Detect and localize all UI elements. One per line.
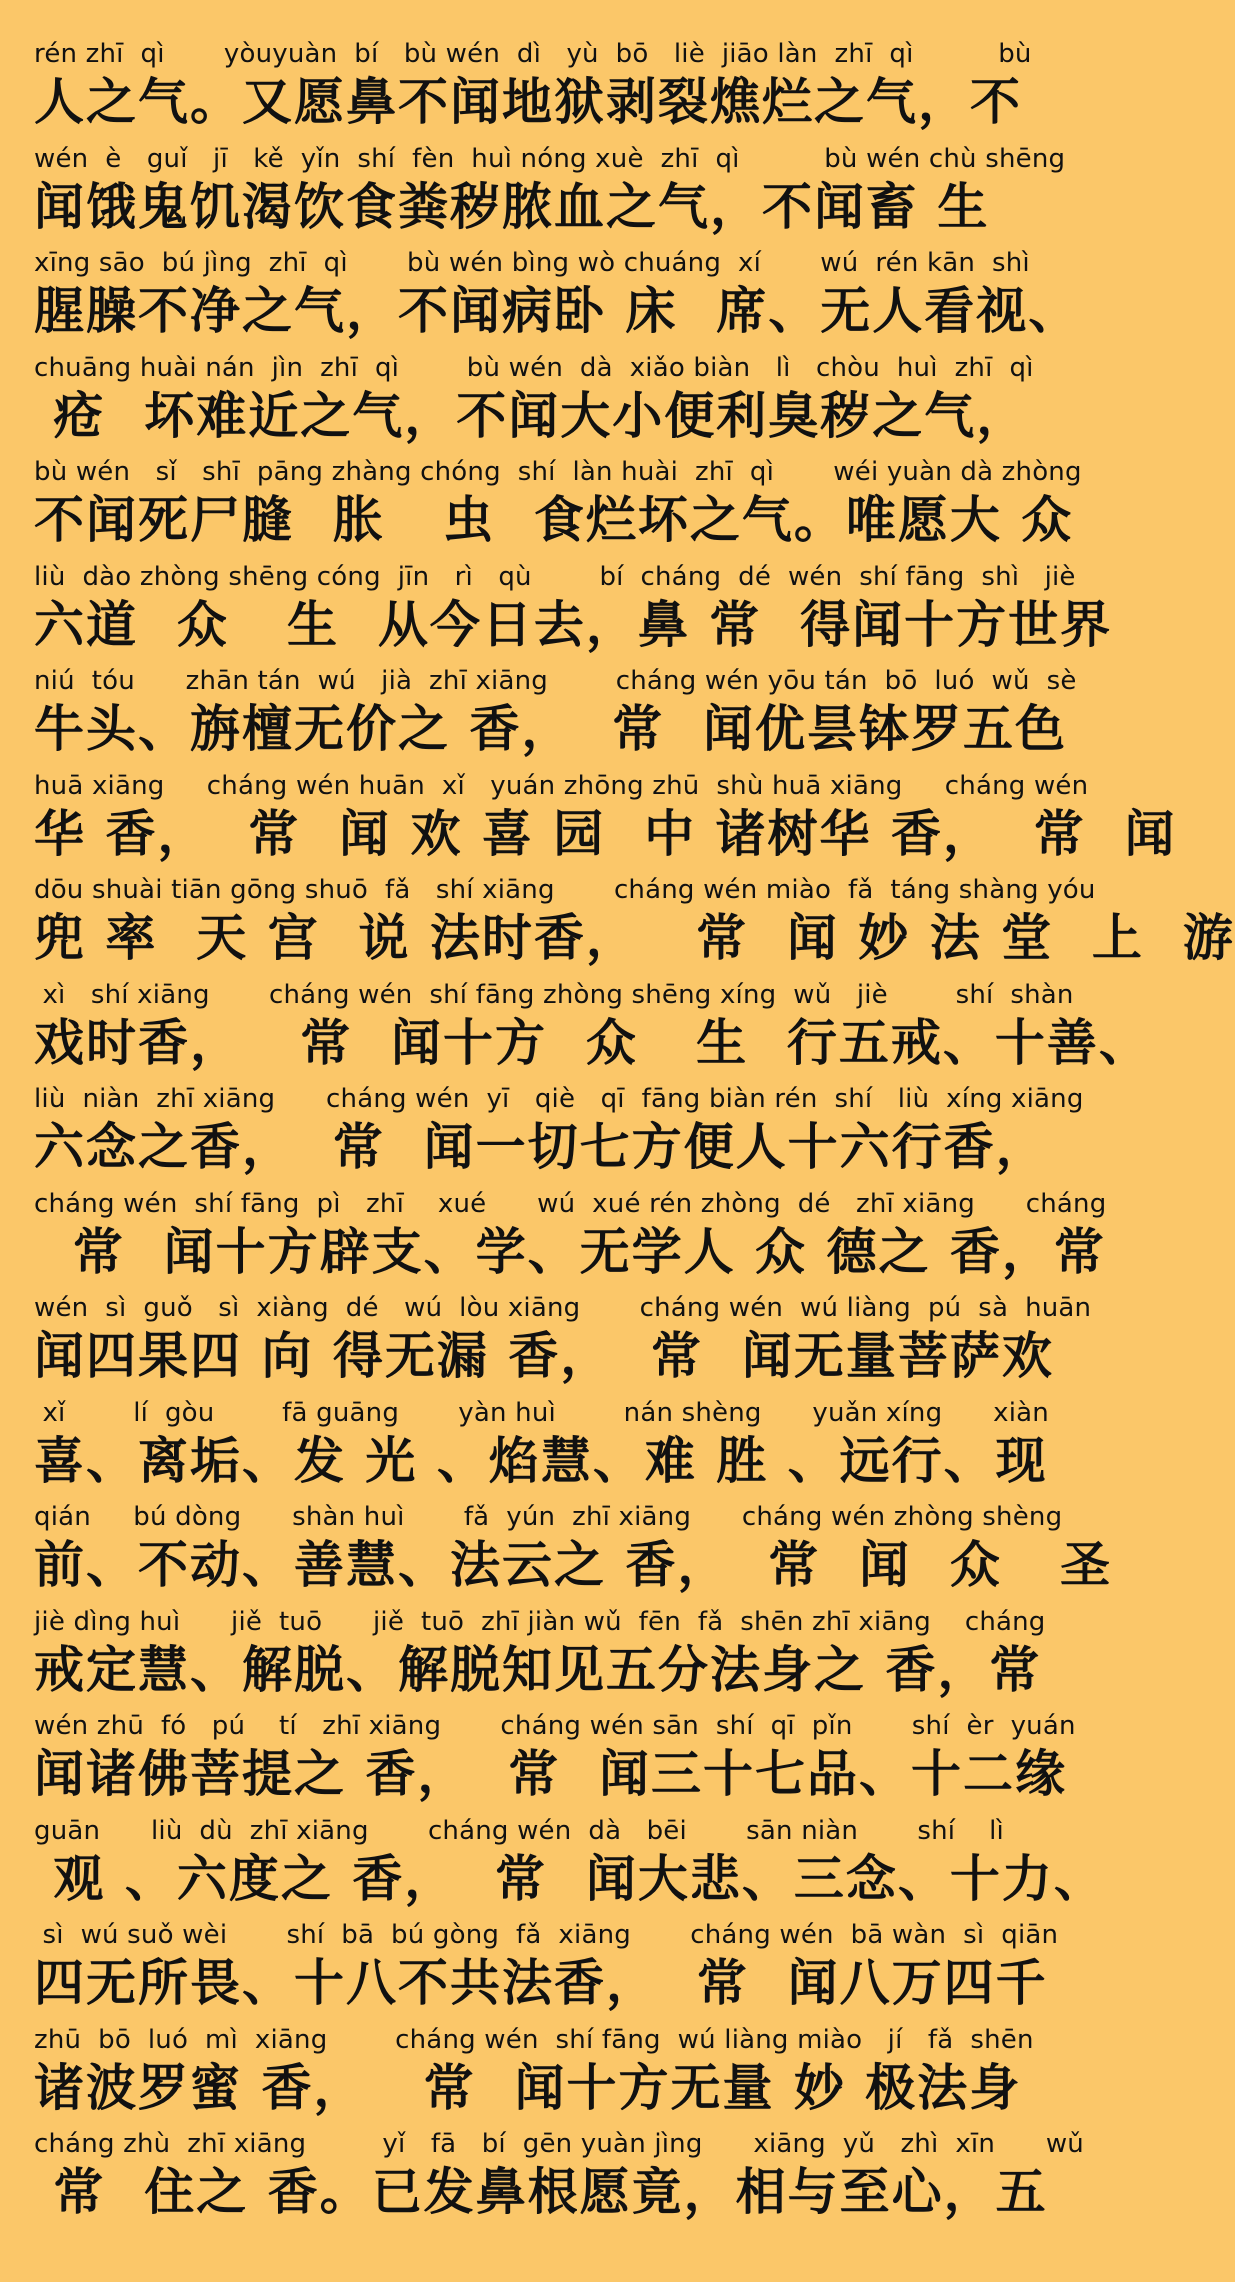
text-line <box>34 352 1046 457</box>
text-line <box>34 1606 1046 1711</box>
hanzi-line: 不闻死尸膖 胀 虫 食烂坏之气。唯愿大 众 <box>34 491 1074 549</box>
hanzi-line: 诸波罗蜜 香， 常 闻十方无量 妙 极法身 <box>34 2058 1022 2117</box>
text-line <box>34 1188 1107 1293</box>
pinyin-line: guān liù dù zhī xiāng cháng wén dà bēi sān niàn shí lì <box>34 1815 1004 1846</box>
hanzi-line: 闻四果四 向 得无漏 香， 常 闻无量菩萨欢 <box>34 1327 1054 1385</box>
pinyin-line: cháng zhù zhī xiāng yǐ fā bí gēn yuàn jìng xiāng yǔ zhì xīn wǔ <box>34 2129 1084 2159</box>
text-line <box>34 1919 1059 2024</box>
pinyin-line: rén zhī qì yòuyuàn bí bù wén dì yù bō liè jiāo làn zhī qì bù <box>34 39 1032 69</box>
pinyin-line: sì wú suǒ wèi shí bā bú gòng fǎ xiāng cháng wén bā wàn sì qiān <box>34 1920 1059 1950</box>
hanzi-line: 喜、离垢、发 光 、焰慧、难 胜 、远行、现 <box>34 1431 1048 1490</box>
hanzi-line: 华 香， 常 闻 欢 喜 园 中 诸树华 香， 常 闻 <box>34 804 1177 863</box>
text-line <box>34 1292 1092 1397</box>
pinyin-line: qián bú dòng shàn huì fǎ yún zhī xiāng cháng wén zhòng shèng <box>34 1502 1063 1532</box>
pinyin-line: xīng sāo bú jìng zhī qì bù wén bìng wò chuáng xí wú rén kān shì <box>34 248 1030 278</box>
pinyin-line: xǐ lí gòu fā guāng yàn huì nán shèng yuǎn xíng xiàn <box>34 1397 1049 1428</box>
pinyin-line: wén è guǐ jī kě yǐn shí fèn huì nóng xuè zhī qì bù wén chù shēng <box>34 143 1066 174</box>
text-line <box>34 770 1177 875</box>
text-line <box>34 247 1081 352</box>
pinyin-line: chuāng huài nán jìn zhī qì bù wén dà xiǎo biàn lì chòu huì zhī qì <box>34 352 1034 383</box>
hanzi-line: 戒定慧、解脱、解脱知见五分法身之 香，常 <box>34 1640 1042 1699</box>
pinyin-line: xì shí xiāng cháng wén shí fāng zhòng shēng xíng wǔ jiè shí shàn <box>34 979 1074 1010</box>
text-line <box>34 1083 1084 1188</box>
text-line <box>34 665 1077 770</box>
pinyin-line: liù dào zhòng shēng cóng jīn rì qù bí cháng dé wén shí fāng shì jiè <box>34 561 1076 592</box>
hanzi-line: 腥臊不净之气，不闻病卧 床 席、无人看视、 <box>34 282 1081 340</box>
text-line <box>34 2024 1046 2129</box>
hanzi-line: 戏时香， 常 闻十方 众 生 行五戒、十善、 <box>34 1013 1151 1072</box>
hanzi-line: 常 住之 香。已发鼻根愿竟，相与至心，五 <box>34 2163 1048 2221</box>
hanzi-line: 六道 众 生 从今日去，鼻 常 得闻十方世界 <box>34 595 1113 654</box>
hanzi-line: 牛头、旃檀无价之 香， 常 闻优昙钵罗五色 <box>34 700 1068 758</box>
pinyin-line: bù wén sǐ shī pāng zhàng chóng shí làn huài zhī qì wéi yuàn dà zhòng <box>34 457 1082 487</box>
hanzi-line: 人之气。又愿鼻不闻地狱剥裂燋烂之气，不 <box>34 73 1022 131</box>
text-line <box>34 979 1151 1084</box>
text-line <box>34 1815 1106 1920</box>
text-line <box>34 874 1235 979</box>
text-line <box>34 1397 1049 1502</box>
hanzi-line: 兜 率 天 宫 说 法时香， 常 闻 妙 法 堂 上 游 <box>34 909 1235 967</box>
hanzi-line: 四无所畏、十八不共法香， 常 闻八万四千 <box>34 1954 1048 2012</box>
hanzi-line: 疮 坏难近之气，不闻大小便利臭秽之气， <box>34 386 1029 445</box>
pinyin-line: dōu shuài tiān gōng shuō fǎ shí xiāng cháng wén miào fǎ táng shàng yóu <box>34 875 1096 905</box>
text-line <box>34 2128 1084 2233</box>
pinyin-line: liù niàn zhī xiāng cháng wén yī qiè qī fāng biàn rén shí liù xíng xiāng <box>34 1084 1084 1114</box>
text-line <box>34 561 1113 666</box>
pinyin-line: niú tóu zhān tán wú jià zhī xiāng cháng wén yōu tán bō luó wǔ sè <box>34 666 1077 696</box>
text-line <box>34 1710 1076 1815</box>
pinyin-line: wén sì guǒ sì xiàng dé wú lòu xiāng cháng wén wú liàng pú sà huān <box>34 1293 1092 1323</box>
text-line <box>34 143 1066 248</box>
hanzi-line: 闻饿鬼饥渴饮食粪秽脓血之气，不闻畜 生 <box>34 177 990 236</box>
pinyin-line: wén zhū fó pú tí zhī xiāng cháng wén sān shí qī pǐn shí èr yuán <box>34 1711 1076 1741</box>
text-line <box>34 456 1082 561</box>
pinyin-line: cháng wén shí fāng pì zhī xué wú xué rén zhòng dé zhī xiāng cháng <box>34 1188 1107 1219</box>
text-line <box>34 1501 1113 1606</box>
pinyin-line: jiè dìng huì jiě tuō jiě tuō zhī jiàn wǔ fēn fǎ shēn zhī xiāng cháng <box>34 1606 1046 1637</box>
pinyin-line: zhū bō luó mì xiāng cháng wén shí fāng wú liàng miào jí fǎ shēn <box>34 2024 1034 2055</box>
text-line <box>34 38 1046 143</box>
pinyin-line: huā xiāng cháng wén huān xǐ yuán zhōng zhū shù huā xiāng cháng wén <box>34 770 1089 801</box>
hanzi-line: 六念之香， 常 闻一切七方便人十六行香， <box>34 1118 1048 1176</box>
hanzi-line: 常 闻十方辟支、学、无学人 众 德之 香，常 <box>34 1222 1106 1281</box>
hanzi-line: 观 、六度之 香， 常 闻大悲、三念、十力、 <box>34 1849 1106 1908</box>
hanzi-line: 闻诸佛菩提之 香， 常 闻三十七品、十二缘 <box>34 1745 1068 1803</box>
hanzi-line: 前、不动、善慧、法云之 香， 常 闻 众 圣 <box>34 1536 1113 1594</box>
